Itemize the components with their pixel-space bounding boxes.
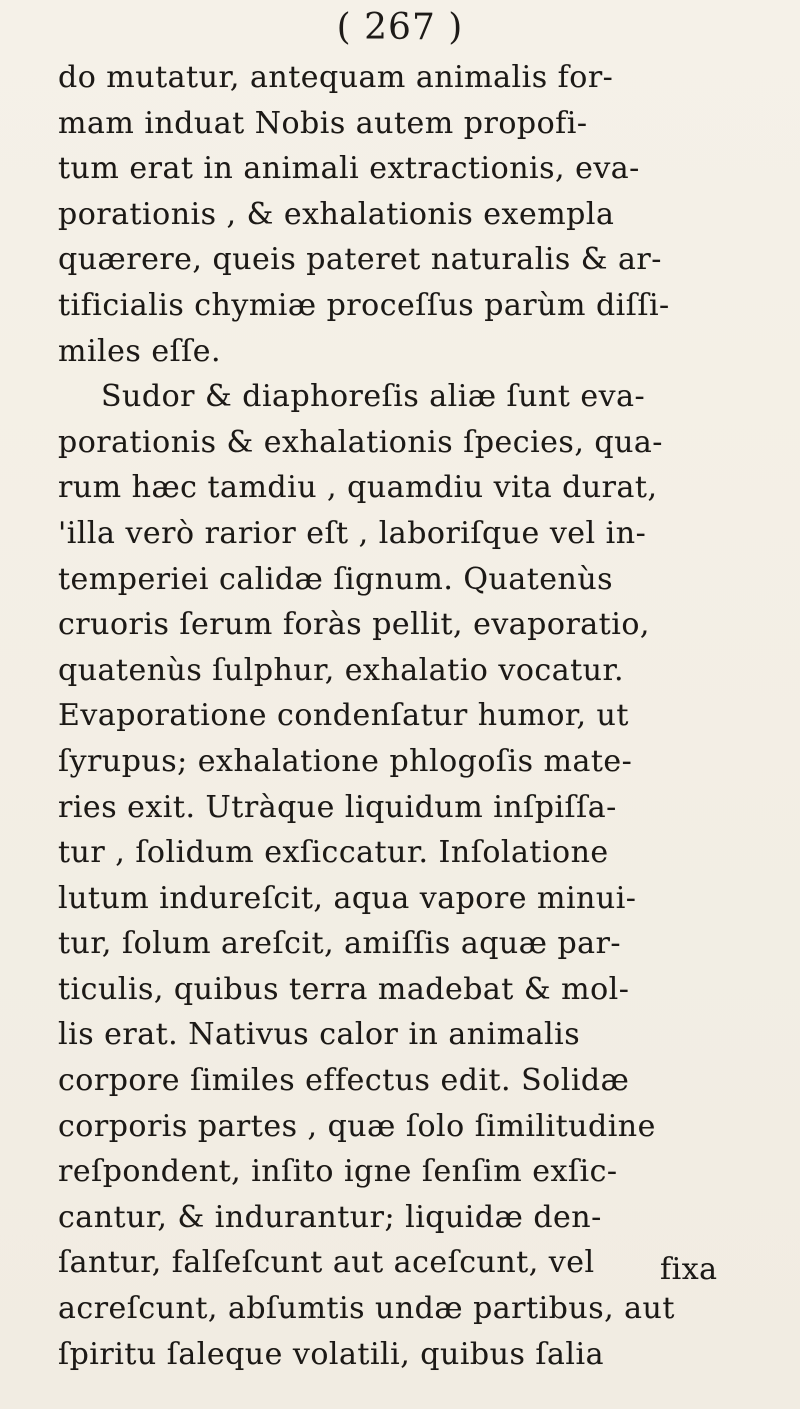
page-number-header: ( 267 ) [336, 7, 464, 48]
text-line: ticulis, quibus terra madebat & mol- [58, 971, 630, 1007]
text-line-paragraph-start: Sudor & diaphoreſis aliæ ſunt eva- [101, 379, 646, 415]
text-line: ſpiritu ſaleque volatili, quibus ſalia [58, 1336, 604, 1372]
text-line: do mutatur, antequam animalis for- [58, 60, 614, 95]
text-line: porationis & exhalationis ſpecies, qua- [58, 424, 663, 460]
text-line: tur, ſolum areſcit, amiſſis aquæ par- [58, 926, 622, 962]
text-line: Evaporatione condenſatur humor, ut [58, 698, 629, 734]
catchword: fixa [660, 1252, 718, 1287]
text-line: quærere, queis pateret naturalis & ar- [58, 242, 662, 278]
text-line: lis erat. Nativus calor in animalis [58, 1017, 581, 1053]
text-line: 'illa verò rarior eſt , laboriſque vel in- [58, 515, 647, 551]
text-line: mam induat Nobis autem propofi- [58, 105, 588, 141]
text-line: corporis partes , quæ ſolo ſimilitudine [58, 1108, 656, 1144]
text-line: ſantur, falſeſcunt aut aceſcunt, vel [58, 1245, 595, 1281]
text-line: quatenùs ſulphur, exhalatio vocatur. [58, 652, 625, 688]
text-line: reſpondent, inſito igne ſenſim exſic- [58, 1154, 618, 1190]
text-line: acreſcunt, abſumtis undæ partibus, aut [58, 1291, 675, 1327]
text-line: corpore ſimiles effectus edit. Solidæ [58, 1063, 630, 1099]
text-line: tificialis chymiæ proceſſus parùm diſſi- [58, 287, 670, 323]
page-body-text [58, 55, 798, 1377]
text-line: tum erat in animali extractionis, eva- [58, 151, 640, 187]
text-line: cruoris ſerum foràs pellit, evaporatio, [58, 607, 650, 643]
text-line: ſyrupus; exhalatione phlogoſis mate- [58, 743, 633, 779]
text-line: miles eſſe. [58, 333, 222, 369]
text-line: cantur, & indurantur; liquidæ den- [58, 1199, 602, 1235]
text-line: tur , ſolidum exſiccatur. Inſolatione [58, 835, 609, 871]
text-line: ries exit. Utràque liquidum inſpiſſa- [58, 789, 617, 825]
text-line: lutum indureſcit, aqua vapore minui- [58, 880, 637, 916]
text-line: rum hæc tamdiu , quamdiu vita durat, [58, 470, 658, 506]
text-line: porationis , & exhalationis exempla [58, 196, 615, 232]
text-line: temperiei calidæ ſignum. Quatenùs [58, 561, 614, 597]
